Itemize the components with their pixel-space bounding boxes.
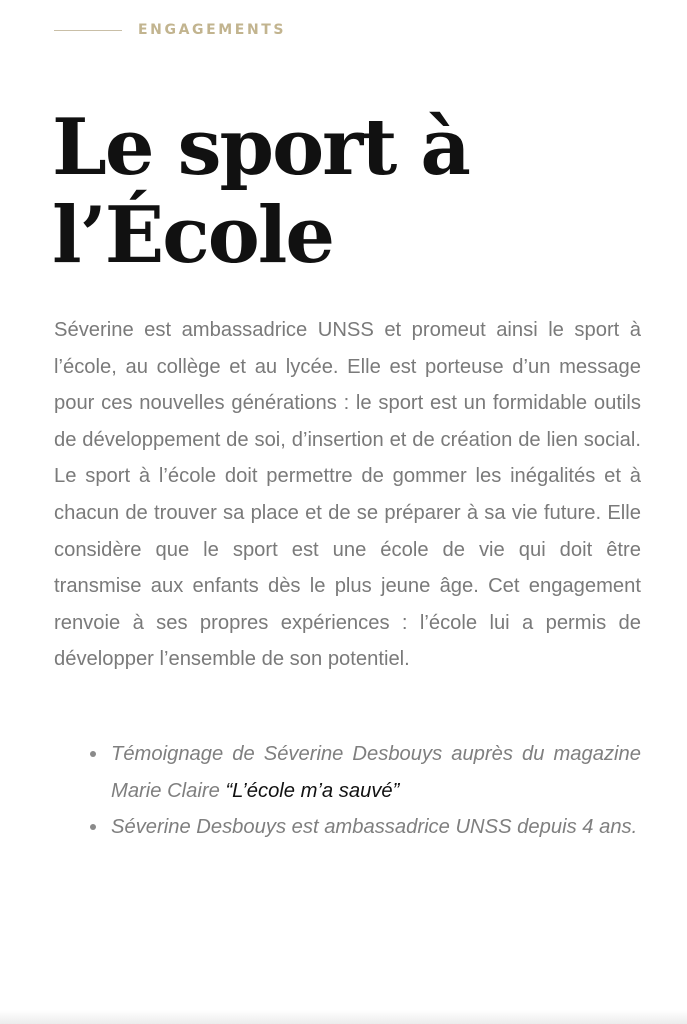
bottom-shadow bbox=[0, 1010, 687, 1024]
section-eyebrow bbox=[54, 22, 286, 38]
list-item bbox=[111, 809, 641, 846]
eyebrow-divider bbox=[54, 30, 122, 31]
bullet-dot-icon bbox=[90, 751, 96, 757]
title-line-2: l’École bbox=[52, 190, 334, 281]
bullet-dot-icon bbox=[90, 824, 96, 830]
eyebrow-label: ENGAGEMENTS bbox=[138, 22, 287, 38]
bullet-list bbox=[54, 736, 641, 846]
list-item-text: Séverine Desbouys est ambassadrice UNSS depuis 4 ans. bbox=[111, 816, 638, 839]
page-title bbox=[52, 104, 642, 280]
body-paragraph: Séverine est ambassadrice UNSS et promeut ainsi le sport à l’école, au collège et au lycée. Elle est porteuse d’un message pour ces nouvelles générations : le sport est un formidable outils de développement de soi, d’insertion et de création de lien social. Le sport à l’école doit permettre de gommer les inégalités et à chacun de trouver sa place et de se préparer à sa vie future. Elle considère que le sport est une école de vie qui doit être transmise aux enfants dès le plus jeune âge. Cet engagement renvoie à ses propres expériences : l’école lui a permis de développer l’ensemble de son potentiel. bbox=[54, 319, 641, 671]
list-item-text: Témoignage de Séverine Desbouys auprès du magazine Marie Claire bbox=[111, 743, 641, 802]
list-item bbox=[111, 736, 641, 809]
marie-claire-article-link[interactable]: “L’école m’a sauvé” bbox=[225, 779, 400, 802]
title-line-1: Le sport à bbox=[52, 102, 469, 193]
